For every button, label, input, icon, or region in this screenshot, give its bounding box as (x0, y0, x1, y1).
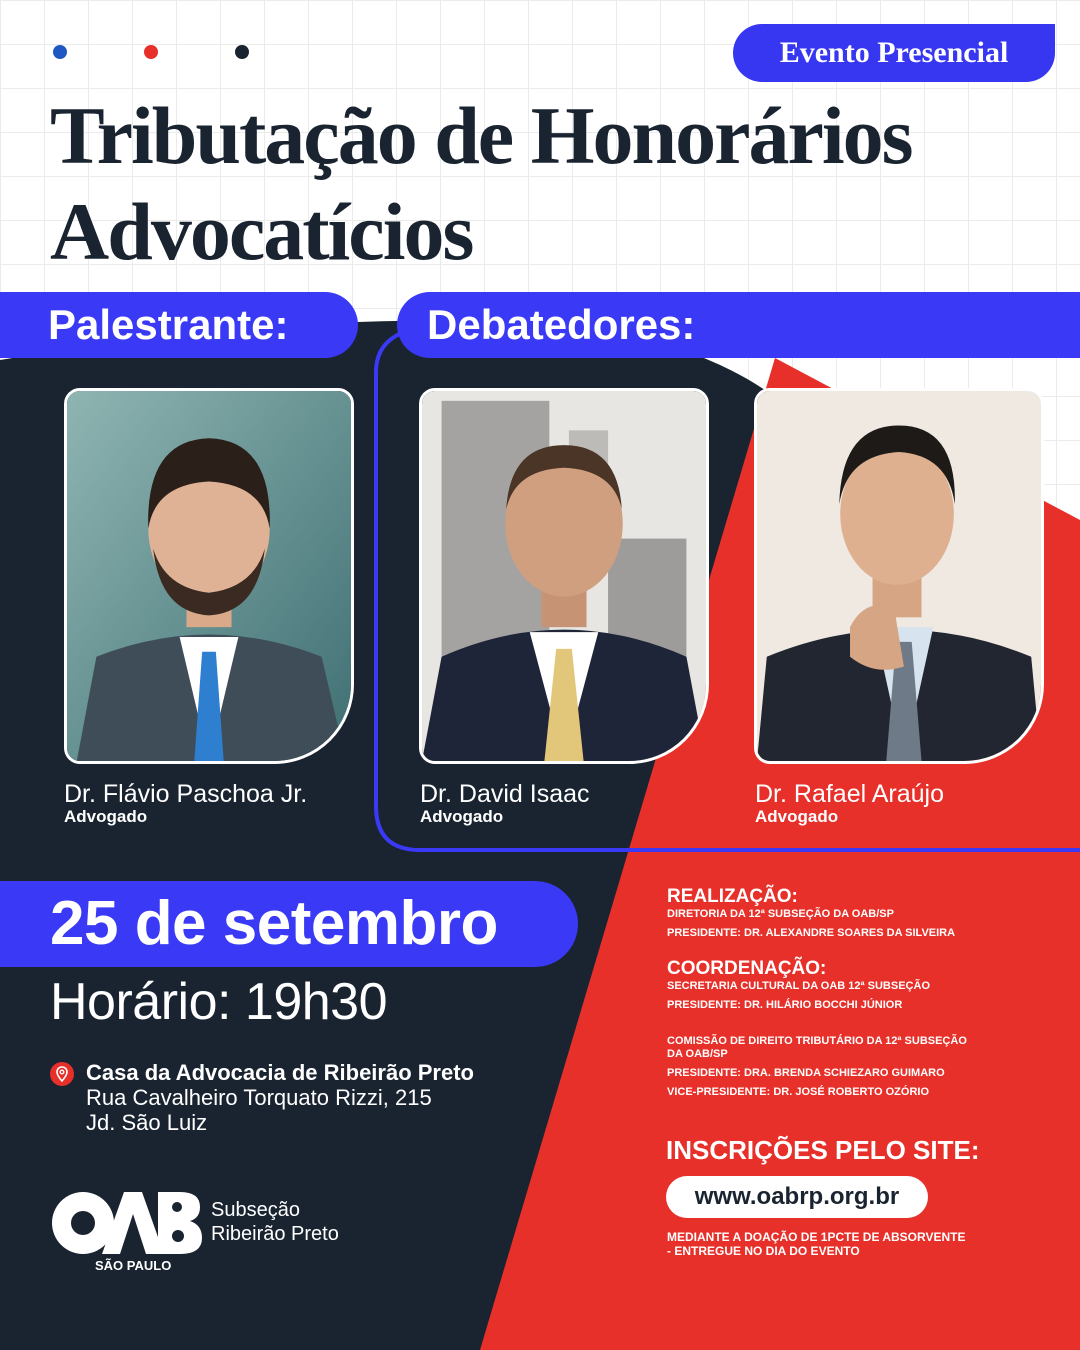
page-title (50, 88, 1060, 280)
speaker-section-label: Palestrante: (0, 292, 358, 358)
registration-site-link[interactable]: www.oabrp.org.br (666, 1176, 928, 1218)
debaters-section-label: Debatedores: (397, 292, 1080, 358)
realizacao-heading: REALIZAÇÃO: (667, 886, 798, 907)
decorative-dot-navy (235, 45, 249, 59)
oab-subsection-label (211, 1198, 339, 1246)
registration-note-line-1: MEDIANTE A DOAÇÃO DE 1PCTE DE ABSORVENTE (667, 1230, 966, 1244)
event-type-badge: Evento Presencial (733, 24, 1055, 82)
speaker-role: Advogado (64, 807, 148, 826)
debater-1-photo (419, 388, 709, 764)
realizacao-block (667, 886, 955, 940)
coordenacao-heading: COORDENAÇÃO: (667, 958, 827, 979)
title-line-1: Tributação de Honorários (50, 90, 912, 181)
registration-note-line-2: - ENTREGUE NO DIA DO EVENTO (667, 1244, 860, 1258)
speaker-photo (64, 388, 354, 764)
coordenacao-line-1: SECRETARIA CULTURAL DA OAB 12ª SUBSEÇÃO (667, 980, 930, 992)
decorative-dot-red (144, 45, 158, 59)
comissao-line-3: VICE-PRESIDENTE: DR. JOSÉ ROBERTO OZÓRIO (667, 1086, 929, 1098)
title-line-2: Advocatícios (50, 186, 473, 277)
comissao-line-2: PRESIDENTE: DRA. BRENDA SCHIEZARO GUIMARO (667, 1067, 945, 1079)
decorative-dot-blue (53, 45, 67, 59)
venue-name: Casa da Advocacia de Ribeirão Preto (86, 1060, 474, 1085)
registration-note (667, 1230, 997, 1258)
speaker-name: Dr. Flávio Paschoa Jr. (64, 780, 308, 808)
event-date: 25 de setembro (0, 881, 578, 967)
oab-logo (50, 1190, 202, 1256)
debater-2-photo (754, 388, 1044, 764)
realizacao-line-2: PRESIDENTE: DR. ALEXANDRE SOARES DA SILVEIRA (667, 927, 956, 939)
oab-sub-line-1: Subseção (211, 1199, 300, 1221)
event-address (86, 1060, 474, 1135)
registration-heading: INSCRIÇÕES PELO SITE: (666, 1135, 980, 1165)
street-address: Rua Cavalheiro Torquato Rizzi, 215 (86, 1085, 432, 1110)
realizacao-line-1: DIRETORIA DA 12ª SUBSEÇÃO DA OAB/SP (667, 908, 894, 920)
oab-sub-line-2: Ribeirão Preto (211, 1223, 339, 1245)
comissao-block (667, 1035, 967, 1099)
coordenacao-line-2: PRESIDENTE: DR. HILÁRIO BOCCHI JÚNIOR (667, 999, 903, 1011)
coordenacao-block (667, 958, 930, 1012)
debater-1-role: Advogado (420, 807, 504, 826)
location-pin-icon (50, 1062, 74, 1086)
oab-state-label: SÃO PAULO (95, 1258, 172, 1273)
debater-2-role: Advogado (755, 807, 839, 826)
district: Jd. São Luiz (86, 1110, 208, 1135)
debater-1-name: Dr. David Isaac (420, 780, 590, 808)
debater-2-name: Dr. Rafael Araújo (755, 780, 944, 808)
comissao-line-1: COMISSÃO DE DIREITO TRIBUTÁRIO DA 12ª SUBSEÇÃO DA OAB/SP (667, 1035, 967, 1060)
event-time: Horário: 19h30 (50, 973, 387, 1031)
